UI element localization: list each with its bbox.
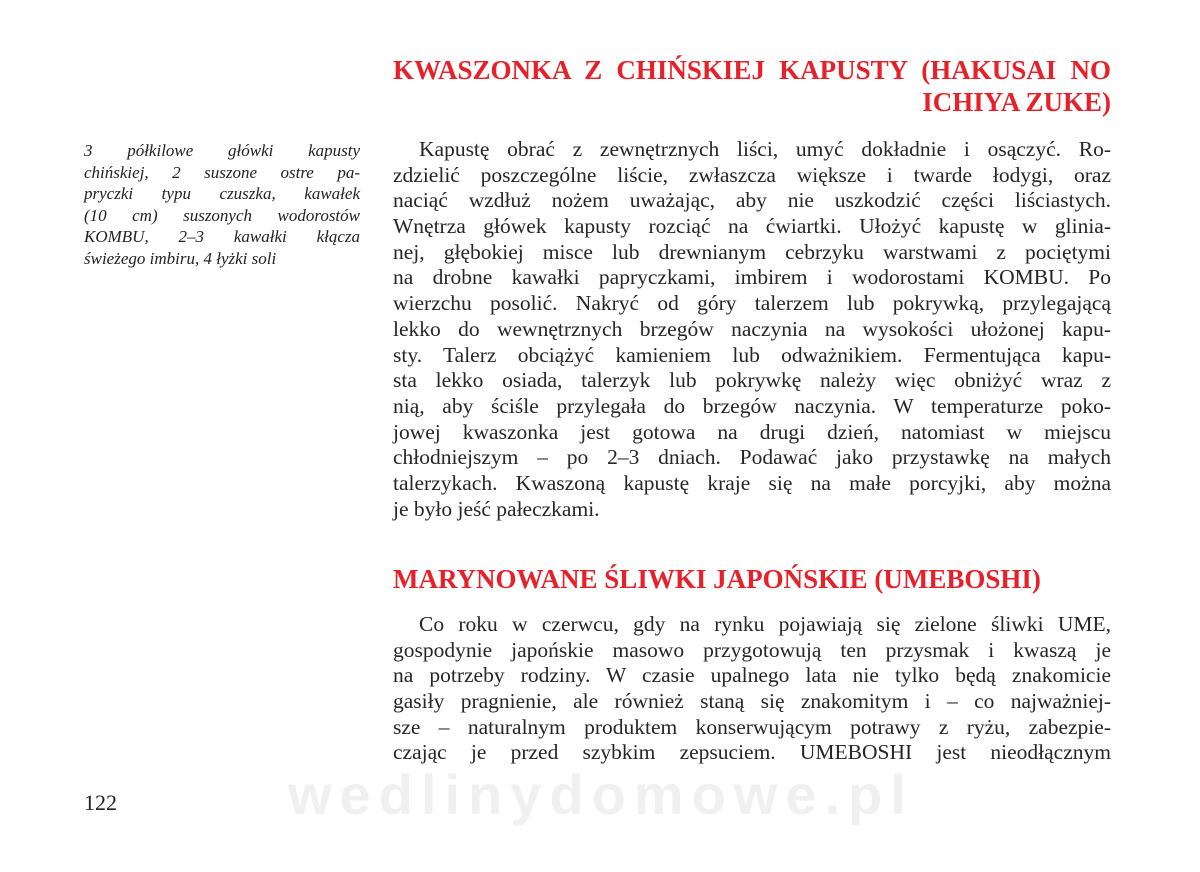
- text-line: Kapustę obrać z zewnętrznych liści, umyć dokładnie i osączyć. Ro-: [419, 137, 1111, 161]
- text-line: sta lekko osiada, talerzyk lub pokrywkę należy więc obniżyć wraz z: [393, 368, 1111, 393]
- text-line: Co roku w czerwcu, gdy na rynku pojawiają się zielone śliwki UME,: [419, 612, 1111, 636]
- text-line: czając je przed szybkim zepsuciem. UMEBOSHI jest nieodłącznym: [393, 740, 1111, 765]
- page-number: 122: [84, 790, 117, 815]
- recipe1-ingredients: [84, 140, 360, 269]
- text-line: na drobne kawałki papryczkami, imbirem i wodorostami KOMBU. Po: [393, 265, 1111, 290]
- ingredients-line: 3 półkilowe główki kapusty: [84, 141, 360, 160]
- text-line: chłodniejszym – po 2–3 dniach. Podawać jako przystawkę na małych: [393, 445, 1111, 470]
- text-line: nej, głębokiej misce lub drewnianym cebrzyku warstwami z pociętymi: [393, 239, 1111, 264]
- text-line: jowej kwaszonka jest gotowa na drugi dzień, natomiast w miejscu: [393, 419, 1111, 444]
- text-line: wierzchu posolić. Nakryć od góry talerzem lub pokrywką, przylegającą: [393, 291, 1111, 316]
- text-line: sty. Talerz obciążyć kamieniem lub odważnikiem. Fermentująca kapu-: [393, 342, 1111, 367]
- text-line: je było jeść pałeczkami.: [393, 496, 600, 521]
- recipe1-title-line2: ICHIYA ZUKE): [922, 87, 1111, 117]
- recipe1-instructions: [393, 137, 1111, 522]
- text-line: talerzykach. Kwaszoną kapustę kraje się na małe porcyjki, aby można: [393, 470, 1111, 495]
- text-line: zdzielić poszczególne liście, zwłaszcza większe i twarde łodygi, oraz: [393, 162, 1111, 187]
- text-line: sze – naturalnym produktem konserwującym potrawy z ryżu, zabezpie-: [393, 714, 1111, 739]
- ingredients-line: pryczki typu czuszka, kawałek: [84, 184, 360, 203]
- ingredients-line: chińskiej, 2 suszone ostre pa-: [84, 162, 360, 182]
- text-line: gospodynie japońskie masowo przygotowują ten przysmak i kwaszą je: [393, 637, 1111, 662]
- recipe2-instructions: [393, 612, 1111, 766]
- ingredients-line: (10 cm) suszonych wodorostów: [84, 205, 360, 225]
- text-line: nią, aby ściśle przylegała do brzegów naczynia. W temperaturze poko-: [393, 393, 1111, 418]
- text-line: lekko do wewnętrznych brzegów naczynia na wysokości ułożonej kapu-: [393, 316, 1111, 341]
- text-line: gasiły pragnienie, ale również staną się znakomitym i – co najważniej-: [393, 689, 1111, 714]
- watermark: wedlinydomowe.pl: [288, 763, 914, 826]
- recipe1-title-line1: KWASZONKA Z CHIŃSKIEJ KAPUSTY (HAKUSAI NO: [393, 55, 1111, 85]
- ingredients-line: KOMBU, 2–3 kawałki kłącza: [84, 227, 360, 246]
- text-line: naciąć wzdłuż nożem uważając, aby nie uszkodzić części liściastych.: [393, 188, 1111, 213]
- recipe2-title: MARYNOWANE ŚLIWKI JAPOŃSKIE (UMEBOSHI): [393, 564, 1041, 594]
- text-line: Wnętrza główek kapusty rozciąć na ćwiartki. Ułożyć kapustę w glinia-: [393, 214, 1111, 239]
- ingredients-line: świeżego imbiru, 4 łyżki soli: [84, 248, 277, 268]
- text-line: na potrzeby rodziny. W czasie upalnego lata nie tylko będą znakomicie: [393, 663, 1111, 688]
